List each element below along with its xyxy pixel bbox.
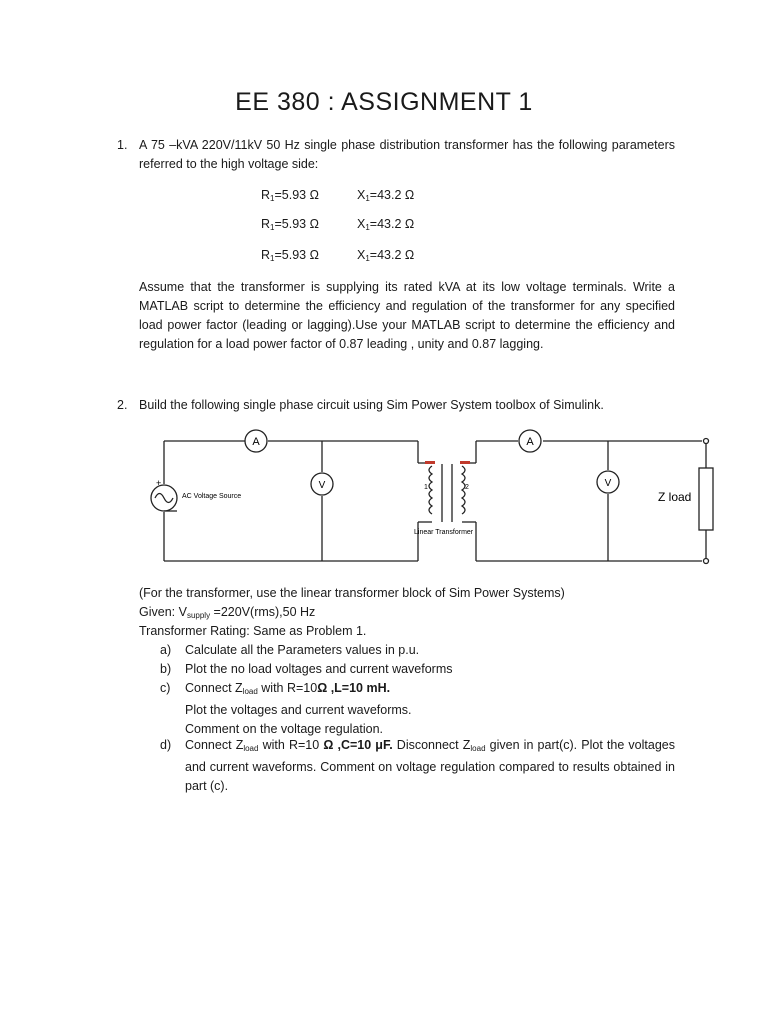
parameter-row: $R_1=5.93$ Ω $X_1=43.2$ Ω [261,188,415,203]
subquestion-list: a) Calculate all the Parameters values in p.u. b) Plot the no load voltages and current waveforms c) Connect $Z_{load}$ with R=10Ω ,L=10 mH. Plot the voltages and current waveforms. Comment on the voltage regulation. d) Connect $Z_{load}$ with R=10 Ω ,C=10 μF. Disconnect $Z_{load}$ given in part(c). Plot the voltages and current waveforms. Comment on voltage regulation compared to results obtained in part (c). [160,641,680,801]
list-item: c) Connect $Z_{load}$ with R=10Ω ,L=10 mH. Plot the voltages and current waveforms. Comment on the voltage regulation. [160,681,412,736]
voltmeter-label: V [318,480,326,491]
ammeter-label: A [526,436,534,448]
rating-line: Transformer Rating: Same as Problem 1. [139,624,367,638]
parameter-row: $R_1=5.93$ Ω $X_1=43.2$ Ω [261,248,415,263]
polarity-mark [460,461,470,464]
winding-1-label: 1 [424,484,428,491]
polarity-mark [425,461,435,464]
transformer-note: (For the transformer, use the linear transformer block of Sim Power Systems) [139,586,565,600]
source-plus-sign: + [156,478,162,488]
given-line: Given: $V_{supply} =220V(rms),50$ Hz [139,605,316,620]
parameter-row: $R_1=5.93$ Ω $X_1=43.2$ Ω [261,217,415,232]
list-item: d) Connect $Z_{load}$ with R=10 Ω ,C=10 μF. Disconnect $Z_{load}$ given in part(c). Plot the voltages and current waveforms. Comment on voltage regulation compared to results obtained in part (c). [160,738,675,793]
ammeter-label: A [252,436,260,448]
problem-2-number: 2. [117,398,128,412]
voltmeter-label: V [604,478,612,489]
circuit-diagram [140,425,730,575]
problem-1-number: 1. [117,138,128,152]
winding-2-label: 2 [465,484,469,491]
transformer-label: Linear Transformer [414,529,474,536]
parameter-list [261,188,461,268]
problem-1-intro: A 75 –kVA 220V/11kV 50 Hz single phase distribution transformer has the following parameters referred to the high voltage side: [139,138,675,171]
load-label: Z load [658,490,692,504]
problem-2-intro: Build the following single phase circuit using Sim Power System toolbox of Simulink. [139,398,604,412]
page-title: EE 380 : ASSIGNMENT 1 [235,88,533,116]
problem-1-body: Assume that the transformer is supplying its rated kVA at its low voltage terminals. Write a MATLAB script to determine the efficiency and regulation of the transformer for any specified load power factor (leading or lagging).Use your MATLAB script to determine the efficiency and regulation for a load power factor of 0.87 leading , unity and 0.87 lagging. [139,280,675,351]
source-label: AC Voltage Source [182,493,242,500]
